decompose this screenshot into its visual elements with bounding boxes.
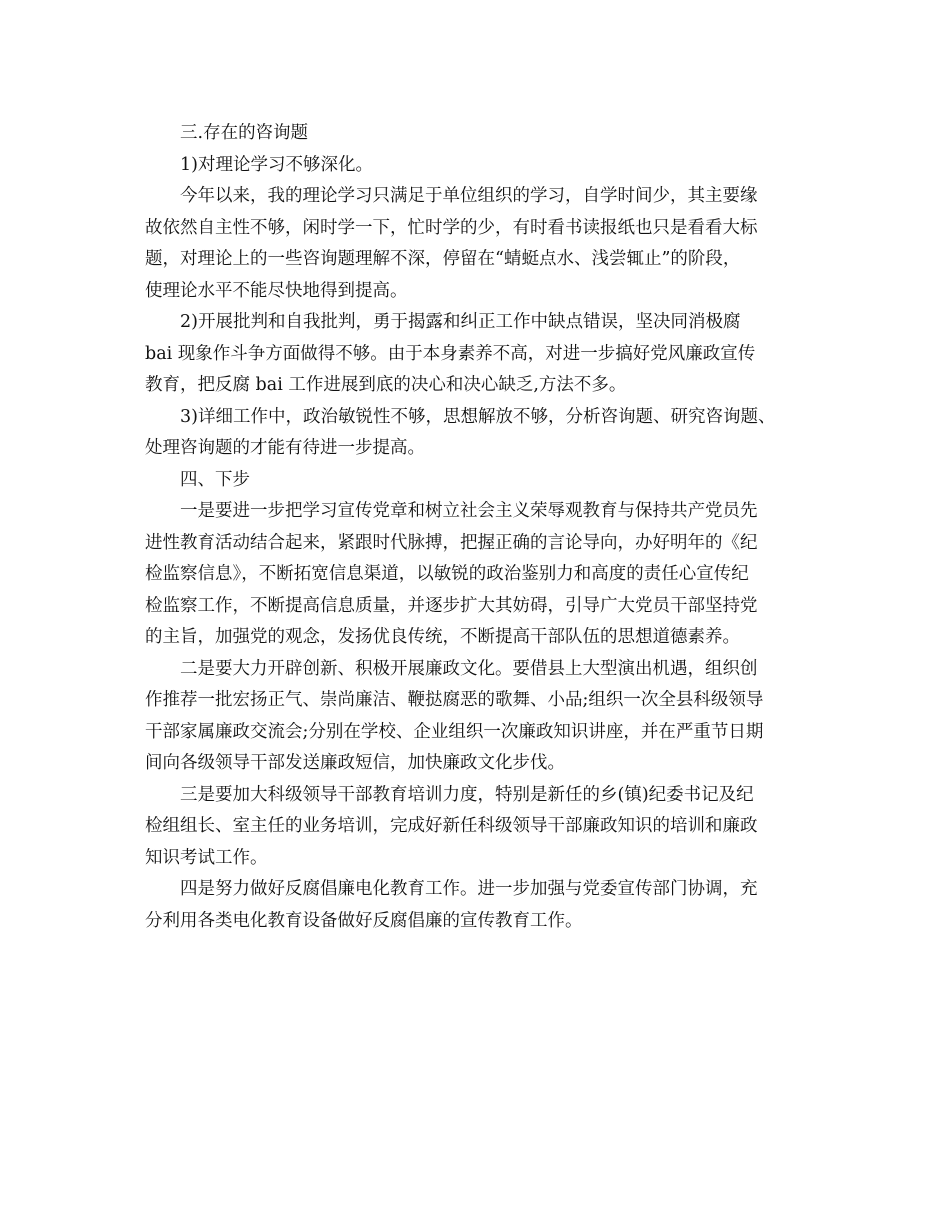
text-line: 四、下步 <box>180 469 250 490</box>
text-line: 今年以来，我的理论学习只满足于单位组织的学习，自学时间少，其主要缘 <box>180 186 758 206</box>
text-line: 作推荐一批宏扬正气、崇尚廉洁、鞭挞腐恶的歌舞、小品;组织一次全县科级领导 <box>145 690 764 710</box>
text-line: 四是努力做好反腐倡廉电化教育工作。进一步加强与党委宣传部门协调，充 <box>180 879 758 899</box>
section-heading-next-steps <box>145 465 810 497</box>
text-line: 题，对理论上的一些咨询题理解不深，停留在“蜻蜓点水、浅尝辄止”的阶段， <box>145 249 741 269</box>
plan-4-paragraph <box>145 874 810 937</box>
text-line: 使理论水平不能尽快地得到提高。 <box>145 280 408 301</box>
text-line: 干部家属廉政交流会;分别在学校、企业组织一次廉政知识讲座，并在严重节日期 <box>145 721 764 742</box>
text-line: 二是要大力开辟创新、积极开展廉政文化。要借县上大型演出机遇，组织创 <box>180 658 758 679</box>
text-line: 三是要加大科级领导干部教育培训力度，特别是新任的乡(镇)纪委书记及纪 <box>180 784 754 805</box>
text-line: 检监察工作，不断提高信息质量，并逐步扩大其妨碍，引导广大党员干部坚持党 <box>145 595 758 616</box>
text-line: 故依然自主性不够，闲时学一下，忙时学的少，有时看书读报纸也只是看看大标 <box>145 217 758 238</box>
plan-1-paragraph <box>145 496 810 654</box>
text-line: 进性教育活动结合起来，紧跟时代脉搏，把握正确的言论导向，办好明年的《纪 <box>145 532 758 553</box>
text-line: 检监察信息》，不断拓宽信息渠道，以敏锐的政治鉴别力和高度的责任心宣传纪 <box>145 564 749 584</box>
issue-1-paragraph <box>145 181 810 307</box>
issue-1-title <box>145 150 810 182</box>
text-line: 检组组长、室主任的业务培训，完成好新任科级领导干部廉政知识的培训和廉政 <box>145 816 758 836</box>
issue-3-paragraph <box>145 402 810 465</box>
plan-2-paragraph <box>145 654 810 780</box>
text-line: bai 现象作斗争方面做得不够。由于本身素养不高，对进一步搞好党风廉政宣传 <box>145 343 756 364</box>
text-line: 处理咨询题的才能有待进一步提高。 <box>145 438 425 458</box>
issue-2-paragraph <box>145 307 810 402</box>
text-line: 一是要进一步把学习宣传党章和树立社会主义荣辱观教育与保持共产党员先 <box>180 501 758 521</box>
plan-3-paragraph <box>145 780 810 875</box>
text-line: 三.存在的咨询题 <box>180 123 309 143</box>
text-line: 1)对理论学习不够深化。 <box>180 154 373 175</box>
text-line: 3)详细工作中，政治敏锐性不够，思想解放不够，分析咨询题、研究咨询题、 <box>180 406 776 427</box>
text-line: 2)开展批判和自我批判，勇于揭露和纠正工作中缺点错误，坚决同消极腐 <box>180 312 741 332</box>
text-line: 分利用各类电化教育设备做好反腐倡廉的宣传教育工作。 <box>145 910 583 931</box>
text-line: 的主旨，加强党的观念，发扬优良传统，不断提高干部队伍的思想道德素养。 <box>145 627 740 647</box>
document-body <box>145 118 810 937</box>
text-line: 教育，把反腐 bai 工作进展到底的决心和决心缺乏,方法不多。 <box>145 375 627 395</box>
text-line: 知识考试工作。 <box>145 847 268 868</box>
section-heading-problems <box>145 118 810 150</box>
text-line: 间向各级领导干部发送廉政短信，加快廉政文化步伐。 <box>145 753 565 773</box>
